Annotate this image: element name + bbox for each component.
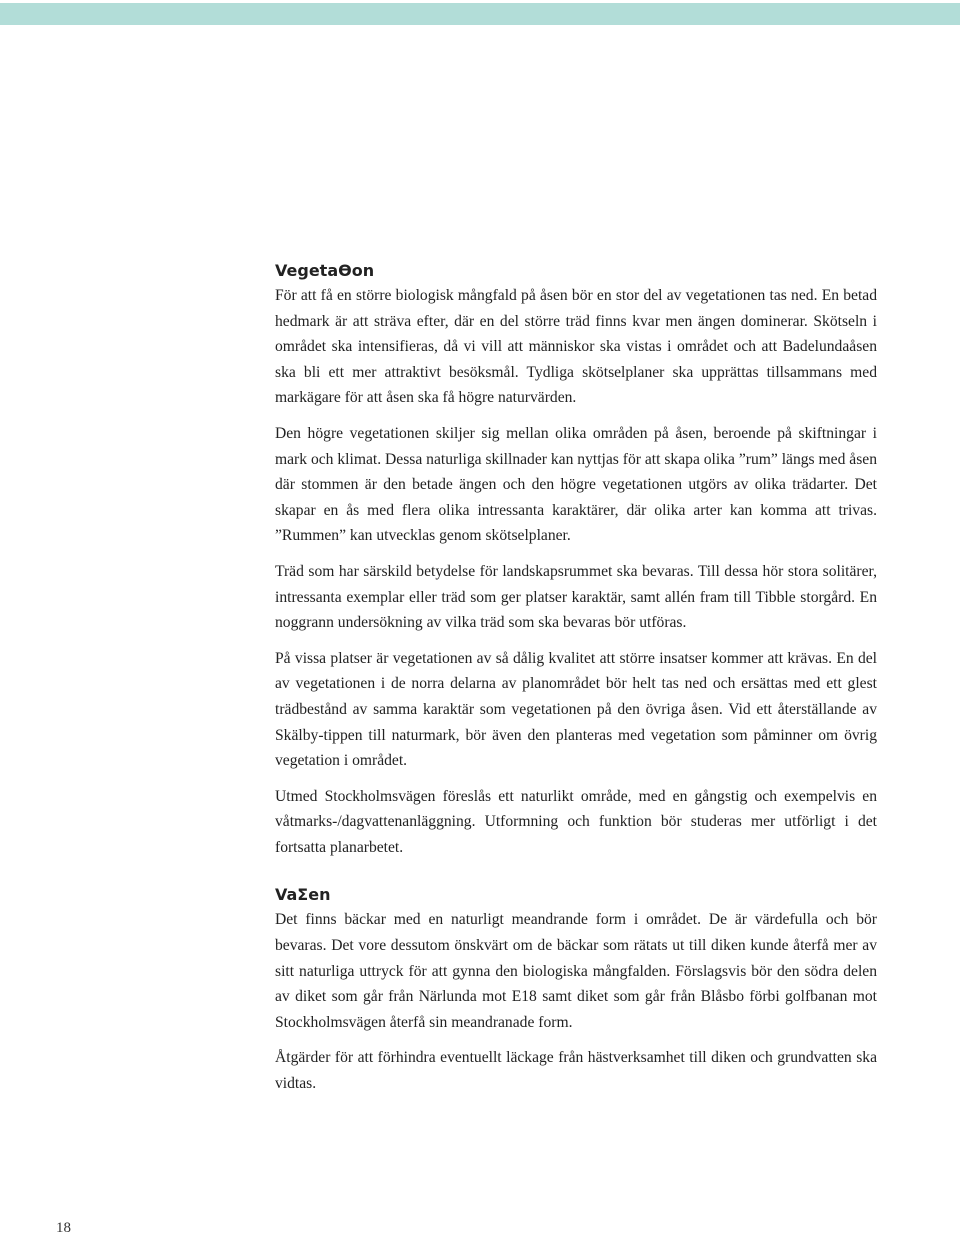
paragraph: Utmed Stockholmsvägen föreslås ett naturlikt område, med en gångstig och exempelvis en våtmarks-/dagvattenanläggning. Utformning och funktion bör studeras mer utförligt i det fortsatta planarbetet.: [275, 787, 877, 856]
section-vatten: [275, 883, 877, 1096]
paragraph: Det finns bäckar med en naturligt meandrande form i området. De är värdefulla och bör bevaras. Det vore dessutom önskvärt om de bäckar som rätats ut till diken kunde återfå mer av sitt naturliga uttryck för att gynna den biologiska mångfalden. Förslagsvis bör den södra delen av diket som går från Närlunda mot E18 samt diket som går från Blåsbo förbi golfbanan mot Stockholmsvägen återfå sin meandranade form.: [275, 911, 877, 1031]
paragraph: Träd som har särskild betydelse för landskapsrummet ska bevaras. Till dessa hör stora solitärer, intressanta exemplar eller träd som ger platser karaktär, samt allén fram till Tibble storgård. En noggrann undersökning av vilka träd som ska bevaras bör utföras.: [275, 562, 877, 632]
page-number: 18: [56, 1220, 71, 1236]
paragraph: Den högre vegetationen skiljer sig mellan olika områden på åsen, beroende på skiftningar i mark och klimat. Dessa naturliga skillnader kan nyttjas för att skapa olika ”rum” längs med åsen där stommen är den betade ängen och den högre vegetationen utgörs av olika trädarter. Det skapar en ås med flera olika intressanta karaktärer, där olika arter kan komma att trivas. ”Rummen” kan utvecklas genom skötselplaner.: [275, 424, 877, 545]
paragraph: Åtgärder för att förhindra eventuellt läckage från hästverksamhet till diken och grundvatten ska vidtas.: [275, 1049, 877, 1093]
top-color-band: [0, 3, 960, 25]
paragraph: På vissa platser är vegetationen av så dålig kvalitet att större insatser kommer att krävas. En del av vegetationen i de norra delarna av planområdet bör helt tas ned och ersättas med ett glest trädbestånd av samma karaktär som vegetationen på den övriga åsen. Vid ett återställande av Skälby-tippen till naturmark, bör även den planteras med vegetation som påminner om övrig vegetation i området.: [275, 649, 877, 770]
section-heading-vatten: VaΣen: [275, 885, 331, 905]
section-heading-vegetation: VegetaƟon: [275, 261, 375, 280]
paragraph: För att få en större biologisk mångfald på åsen bör en stor del av vegetationen tas ned. En betad hedmark är att sträva efter, där en del större träd finns kvar men ängen dominerar. Skötseln i området ska intensifieras, då vi vill att människor ska vistas i området och att Badelundaåsen ska bli ett mer attraktivt besöksmål. Tydliga skötselplaner ska upprättas tillsammans med markägare för att åsen ska få högre naturvärden.: [275, 287, 877, 407]
document-body: [275, 259, 877, 1107]
section-vegetation: [275, 259, 877, 860]
